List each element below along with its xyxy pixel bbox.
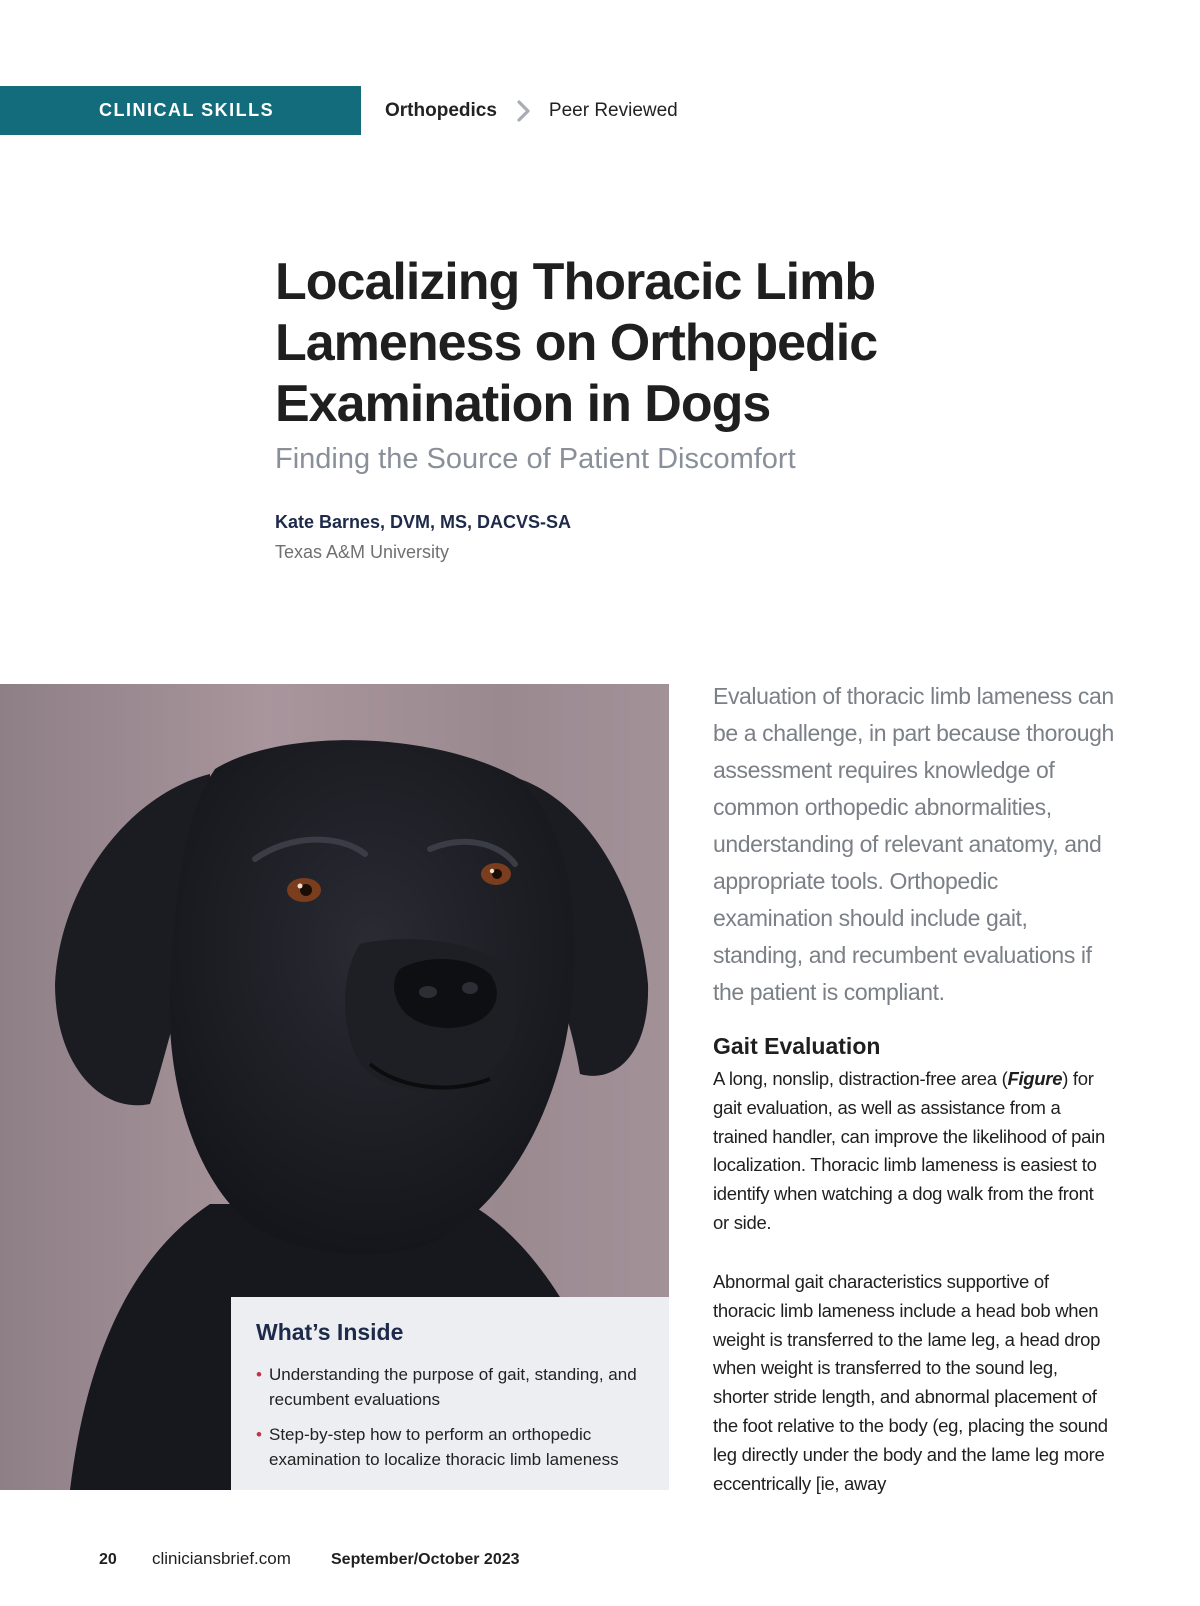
whats-inside-list	[256, 1362, 647, 1472]
paragraph-text: ) for gait evaluation, as well as assistance from a trained handler, can improve the likelihood of pain localization. Thoracic limb lameness is easiest to identify when watching a dog walk from the front or side.	[713, 1068, 1105, 1233]
figure-reference-link[interactable]: Figure	[1007, 1068, 1063, 1089]
article-lede: Evaluation of thoracic limb lameness can be a challenge, in part because thorough assessment requires knowledge of common orthopedic abnormalities, understanding of relevant anatomy, and appropriate tools. Orthopedic examination should include gait, standing, and recumbent evaluations if the patient is compliant.	[713, 683, 1114, 1005]
section-tab-label: CLINICAL SKILLS	[99, 100, 275, 120]
body-paragraph: Abnormal gait characteristics supportive of thoracic limb lameness include a head bob when weight is transferred to the lame leg, a head drop when weight is transferred to the sound leg, shorter stride length, and abnormal placement of the foot relative to the body (eg, placing the sound leg directly under the body and the lame leg more eccentrically [ie, away	[713, 1271, 1108, 1494]
page-number: 20	[99, 1551, 117, 1568]
issue-date: September/October 2023	[331, 1551, 520, 1568]
section-heading: Gait Evaluation	[713, 1033, 881, 1059]
bullet-icon: •	[256, 1365, 262, 1384]
topic-label: Orthopedics	[385, 99, 497, 121]
whats-inside-heading: What’s Inside	[256, 1319, 404, 1345]
list-item-text: Step-by-step how to perform an orthopedic examination to localize thoracic limb lameness	[269, 1425, 619, 1469]
article-subtitle: Finding the Source of Patient Discomfort	[275, 443, 796, 475]
page-footer	[99, 1549, 520, 1569]
article-title: Localizing Thoracic Limb Lameness on Orthopedic Examination in Dogs	[275, 253, 878, 433]
site-link[interactable]: cliniciansbrief.com	[152, 1549, 291, 1568]
paragraph-text: A long, nonslip, distraction-free area (	[713, 1068, 1008, 1089]
section-tab	[0, 86, 361, 135]
bullet-icon: •	[256, 1425, 262, 1444]
author-affiliation: Texas A&M University	[275, 542, 450, 562]
list-item	[256, 1422, 647, 1472]
author-name: Kate Barnes, DVM, MS, DACVS-SA	[275, 512, 572, 532]
breadcrumb	[385, 86, 678, 135]
peer-reviewed-label: Peer Reviewed	[548, 99, 678, 121]
whats-inside-box	[231, 1297, 669, 1490]
chevron-right-icon	[509, 96, 539, 126]
body-paragraph	[713, 1065, 1113, 1238]
list-item-text: Understanding the purpose of gait, standing, and recumbent evaluations	[269, 1365, 637, 1409]
list-item	[256, 1362, 647, 1412]
